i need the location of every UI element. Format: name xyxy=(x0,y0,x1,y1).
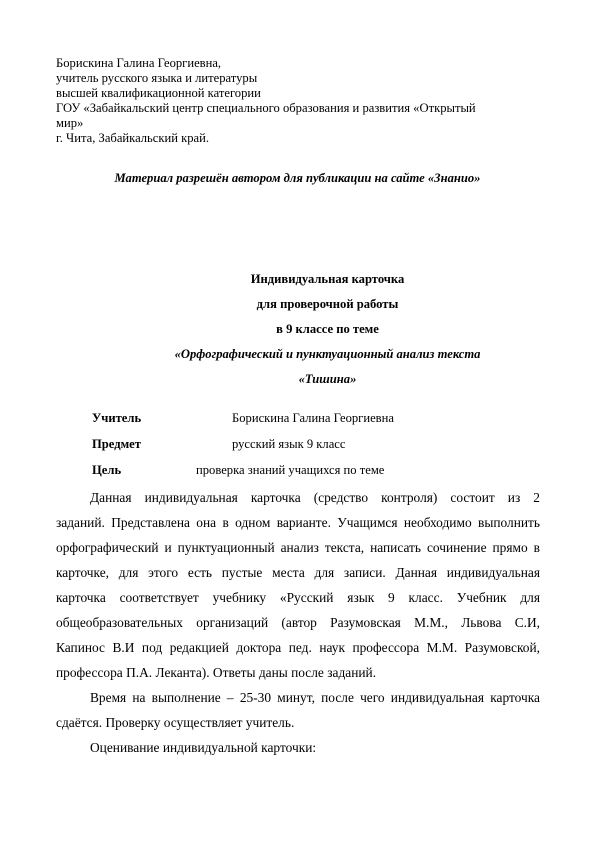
body-text xyxy=(56,485,540,760)
goal-value: проверка знаний учащихся по теме xyxy=(196,463,385,477)
author-organization-cont: мир» xyxy=(56,116,84,130)
title-topic-text: «Тишина» xyxy=(298,372,357,386)
paragraph-1-line: общеобразовательных организаций (автор Разумовская М.М., Львова С.И, xyxy=(56,615,540,630)
title-block xyxy=(60,267,595,392)
paragraph-2-line: Время на выполнение – 25-30 минут, после чего индивидуальная карточка xyxy=(90,690,540,705)
subject-label: Предмет xyxy=(92,437,141,451)
author-city: г. Чита, Забайкальский край. xyxy=(56,131,210,145)
paragraph-1-line: Капинос В.И под редакцией доктора пед. наук профессора М.М. Разумовской, xyxy=(56,640,540,655)
paragraph-1-line: профессора П.А. Леканта). Ответы даны после заданий. xyxy=(56,665,377,680)
paragraph-1-line: карточке, для этого есть пустые места для записи. Данная индивидуальная xyxy=(56,565,540,580)
author-position: учитель русского языка и литературы xyxy=(56,71,258,85)
author-block xyxy=(56,56,536,146)
title-line-3: в 9 классе по теме xyxy=(276,322,379,336)
paragraph-2-line: сдаётся. Проверку осуществляет учитель. xyxy=(56,715,295,730)
author-organization: ГОУ «Забайкальский центр специального образования и развития «Открытый xyxy=(56,101,476,115)
paragraph-1-line: орфографический и пунктуационный анализ текста, написать сочинение прямо в xyxy=(56,540,540,555)
subject-value: русский язык 9 класс xyxy=(232,437,346,451)
author-category: высшей квалификационной категории xyxy=(56,86,261,100)
paragraph-1-line: Данная индивидуальная карточка (средство контроля) состоит из 2 xyxy=(90,490,540,505)
publication-permission: Материал разрешён автором для публикации на сайте «Знанио» xyxy=(114,171,481,185)
title-topic: «Орфографический и пунктуационный анализ текста xyxy=(174,347,481,361)
title-line-1: Индивидуальная карточка xyxy=(250,272,405,286)
paragraph-1-line: карточка соответствует учебнику «Русский язык 9 класс. Учебник для xyxy=(56,590,540,605)
goal-label: Цель xyxy=(92,463,122,477)
author-name: Борискина Галина Георгиевна, xyxy=(56,56,222,70)
title-line-2: для проверочной работы xyxy=(256,297,399,311)
paragraph-1-line: заданий. Представлена она в одном варианте. Учащимся необходимо выполнить xyxy=(56,515,540,530)
paragraph-3: Оценивание индивидуальной карточки: xyxy=(90,740,317,755)
teacher-label: Учитель xyxy=(92,411,142,425)
teacher-value: Борискина Галина Георгиевна xyxy=(232,411,394,425)
